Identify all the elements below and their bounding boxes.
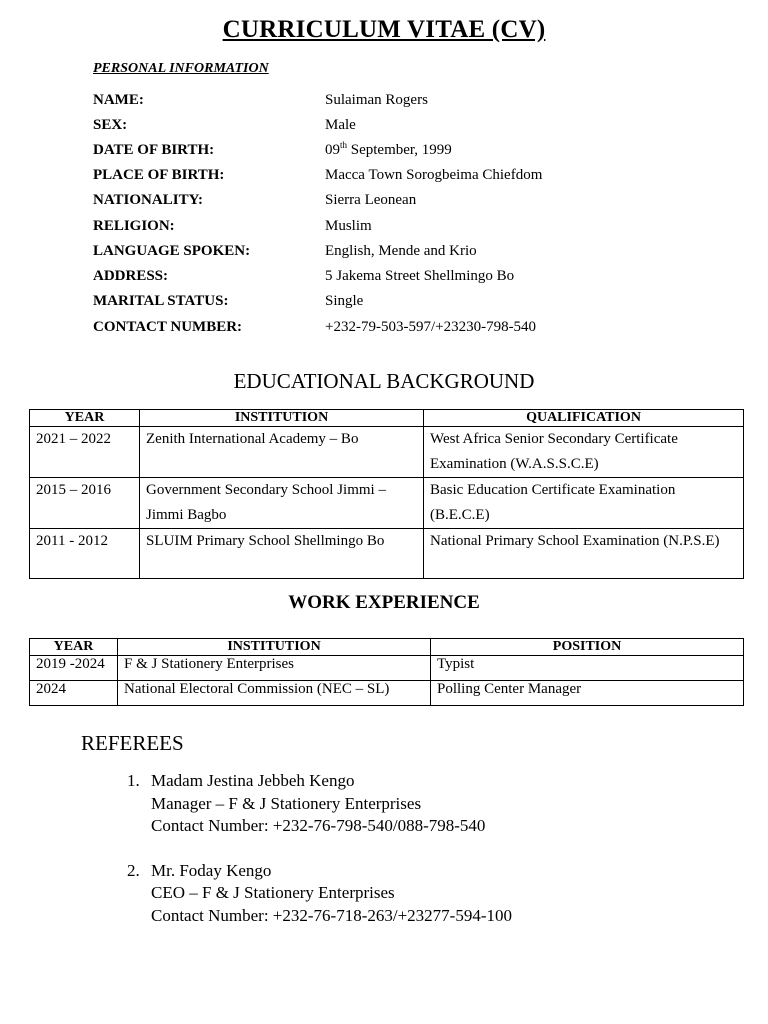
field-label: CONTACT NUMBER: [93, 319, 243, 335]
field-label: ADDRESS: [93, 268, 169, 284]
table-row [30, 681, 744, 706]
personal-row-religion [93, 218, 733, 238]
field-value: Sulaiman Rogers [325, 92, 428, 108]
cell-year: 2024 [30, 681, 118, 706]
cell-qualification: National Primary School Examination (N.P.S.E) [424, 529, 744, 579]
referees-heading: REFEREES [81, 731, 184, 755]
field-value: Sierra Leonean [325, 192, 417, 208]
personal-row-address [93, 268, 733, 288]
cell-institution: SLUIM Primary School Shellmingo Bo [140, 529, 424, 579]
table-row [30, 529, 744, 579]
field-label: NAME: [93, 92, 144, 108]
field-label: DATE OF BIRTH: [93, 142, 215, 158]
personal-info-heading: PERSONAL INFORMATION [93, 61, 269, 76]
list-number: 1. [127, 771, 140, 790]
field-label: MARITAL STATUS: [93, 293, 229, 309]
dob-day: 09 [325, 142, 340, 158]
field-value: 5 Jakema Street Shellmingo Bo [325, 268, 515, 284]
cell-year: 2019 -2024 [30, 656, 118, 681]
field-value [325, 142, 452, 159]
education-table [29, 409, 744, 579]
cell-year: 2015 – 2016 [30, 478, 140, 529]
referee-contact: Contact Number: +232-76-798-540/088-798-540 [151, 816, 486, 835]
field-label: LANGUAGE SPOKEN: [93, 243, 251, 259]
dob-day-suffix: th [340, 140, 348, 150]
personal-row-marital-status [93, 293, 733, 313]
personal-row-nationality [93, 192, 733, 212]
table-header-row [30, 639, 744, 656]
cell-qualification: Basic Education Certificate Examination (B.E.C.E) [424, 478, 744, 529]
personal-row-dob [93, 142, 733, 162]
cell-year: 2021 – 2022 [30, 427, 140, 478]
column-header-qualification: QUALIFICATION [424, 410, 744, 427]
cell-position: Typist [431, 656, 744, 681]
education-heading: EDUCATIONAL BACKGROUND [233, 369, 535, 393]
column-header-year: YEAR [30, 639, 118, 656]
work-heading: WORK EXPERIENCE [288, 592, 480, 613]
field-value: English, Mende and Krio [325, 243, 477, 259]
field-label: PLACE OF BIRTH: [93, 167, 225, 183]
table-row [30, 656, 744, 681]
referees-list [127, 770, 512, 949]
table-row [30, 427, 744, 478]
field-value: Muslim [325, 218, 372, 234]
cell-institution: Government Secondary School Jimmi – Jimmi Bagbo [140, 478, 424, 529]
page-title: CURRICULUM VITAE (CV) [222, 16, 546, 43]
referee-role: CEO – F & J Stationery Enterprises [151, 883, 395, 902]
column-header-institution: INSTITUTION [118, 639, 431, 656]
cell-institution: F & J Stationery Enterprises [118, 656, 431, 681]
referee-name: Madam Jestina Jebbeh Kengo [151, 771, 355, 790]
field-value: Male [325, 117, 356, 133]
table-row [30, 478, 744, 529]
cell-year: 2011 - 2012 [30, 529, 140, 579]
personal-row-contact [93, 319, 733, 339]
referee-contact: Contact Number: +232-76-718-263/+23277-594-100 [151, 905, 513, 925]
field-label: RELIGION: [93, 218, 175, 234]
personal-row-sex [93, 117, 733, 137]
field-value: Macca Town Sorogbeima Chiefdom [325, 167, 543, 183]
referee-role: Manager – F & J Stationery Enterprises [151, 793, 422, 813]
list-item [127, 770, 512, 838]
column-header-institution: INSTITUTION [140, 410, 424, 427]
cell-institution: National Electoral Commission (NEC – SL) [118, 681, 431, 706]
personal-row-name [93, 92, 733, 112]
personal-row-language [93, 243, 733, 263]
cell-institution: Zenith International Academy – Bo [140, 427, 424, 478]
column-header-position: POSITION [431, 639, 744, 656]
list-number: 2. [127, 860, 140, 880]
list-item [127, 860, 512, 928]
field-label: SEX: [93, 117, 128, 133]
field-value: +232-79-503-597/+23230-798-540 [325, 319, 537, 335]
dob-rest: September, 1999 [347, 142, 452, 158]
referee-name: Mr. Foday Kengo [151, 860, 272, 880]
personal-row-place-of-birth [93, 167, 733, 187]
work-table [29, 638, 744, 706]
field-label: NATIONALITY: [93, 192, 204, 208]
cell-position: Polling Center Manager [431, 681, 744, 706]
column-header-year: YEAR [30, 410, 140, 427]
table-header-row [30, 410, 744, 427]
field-value: Single [325, 293, 364, 309]
cell-qualification: West Africa Senior Secondary Certificate Examination (W.A.S.S.C.E) [424, 427, 744, 478]
